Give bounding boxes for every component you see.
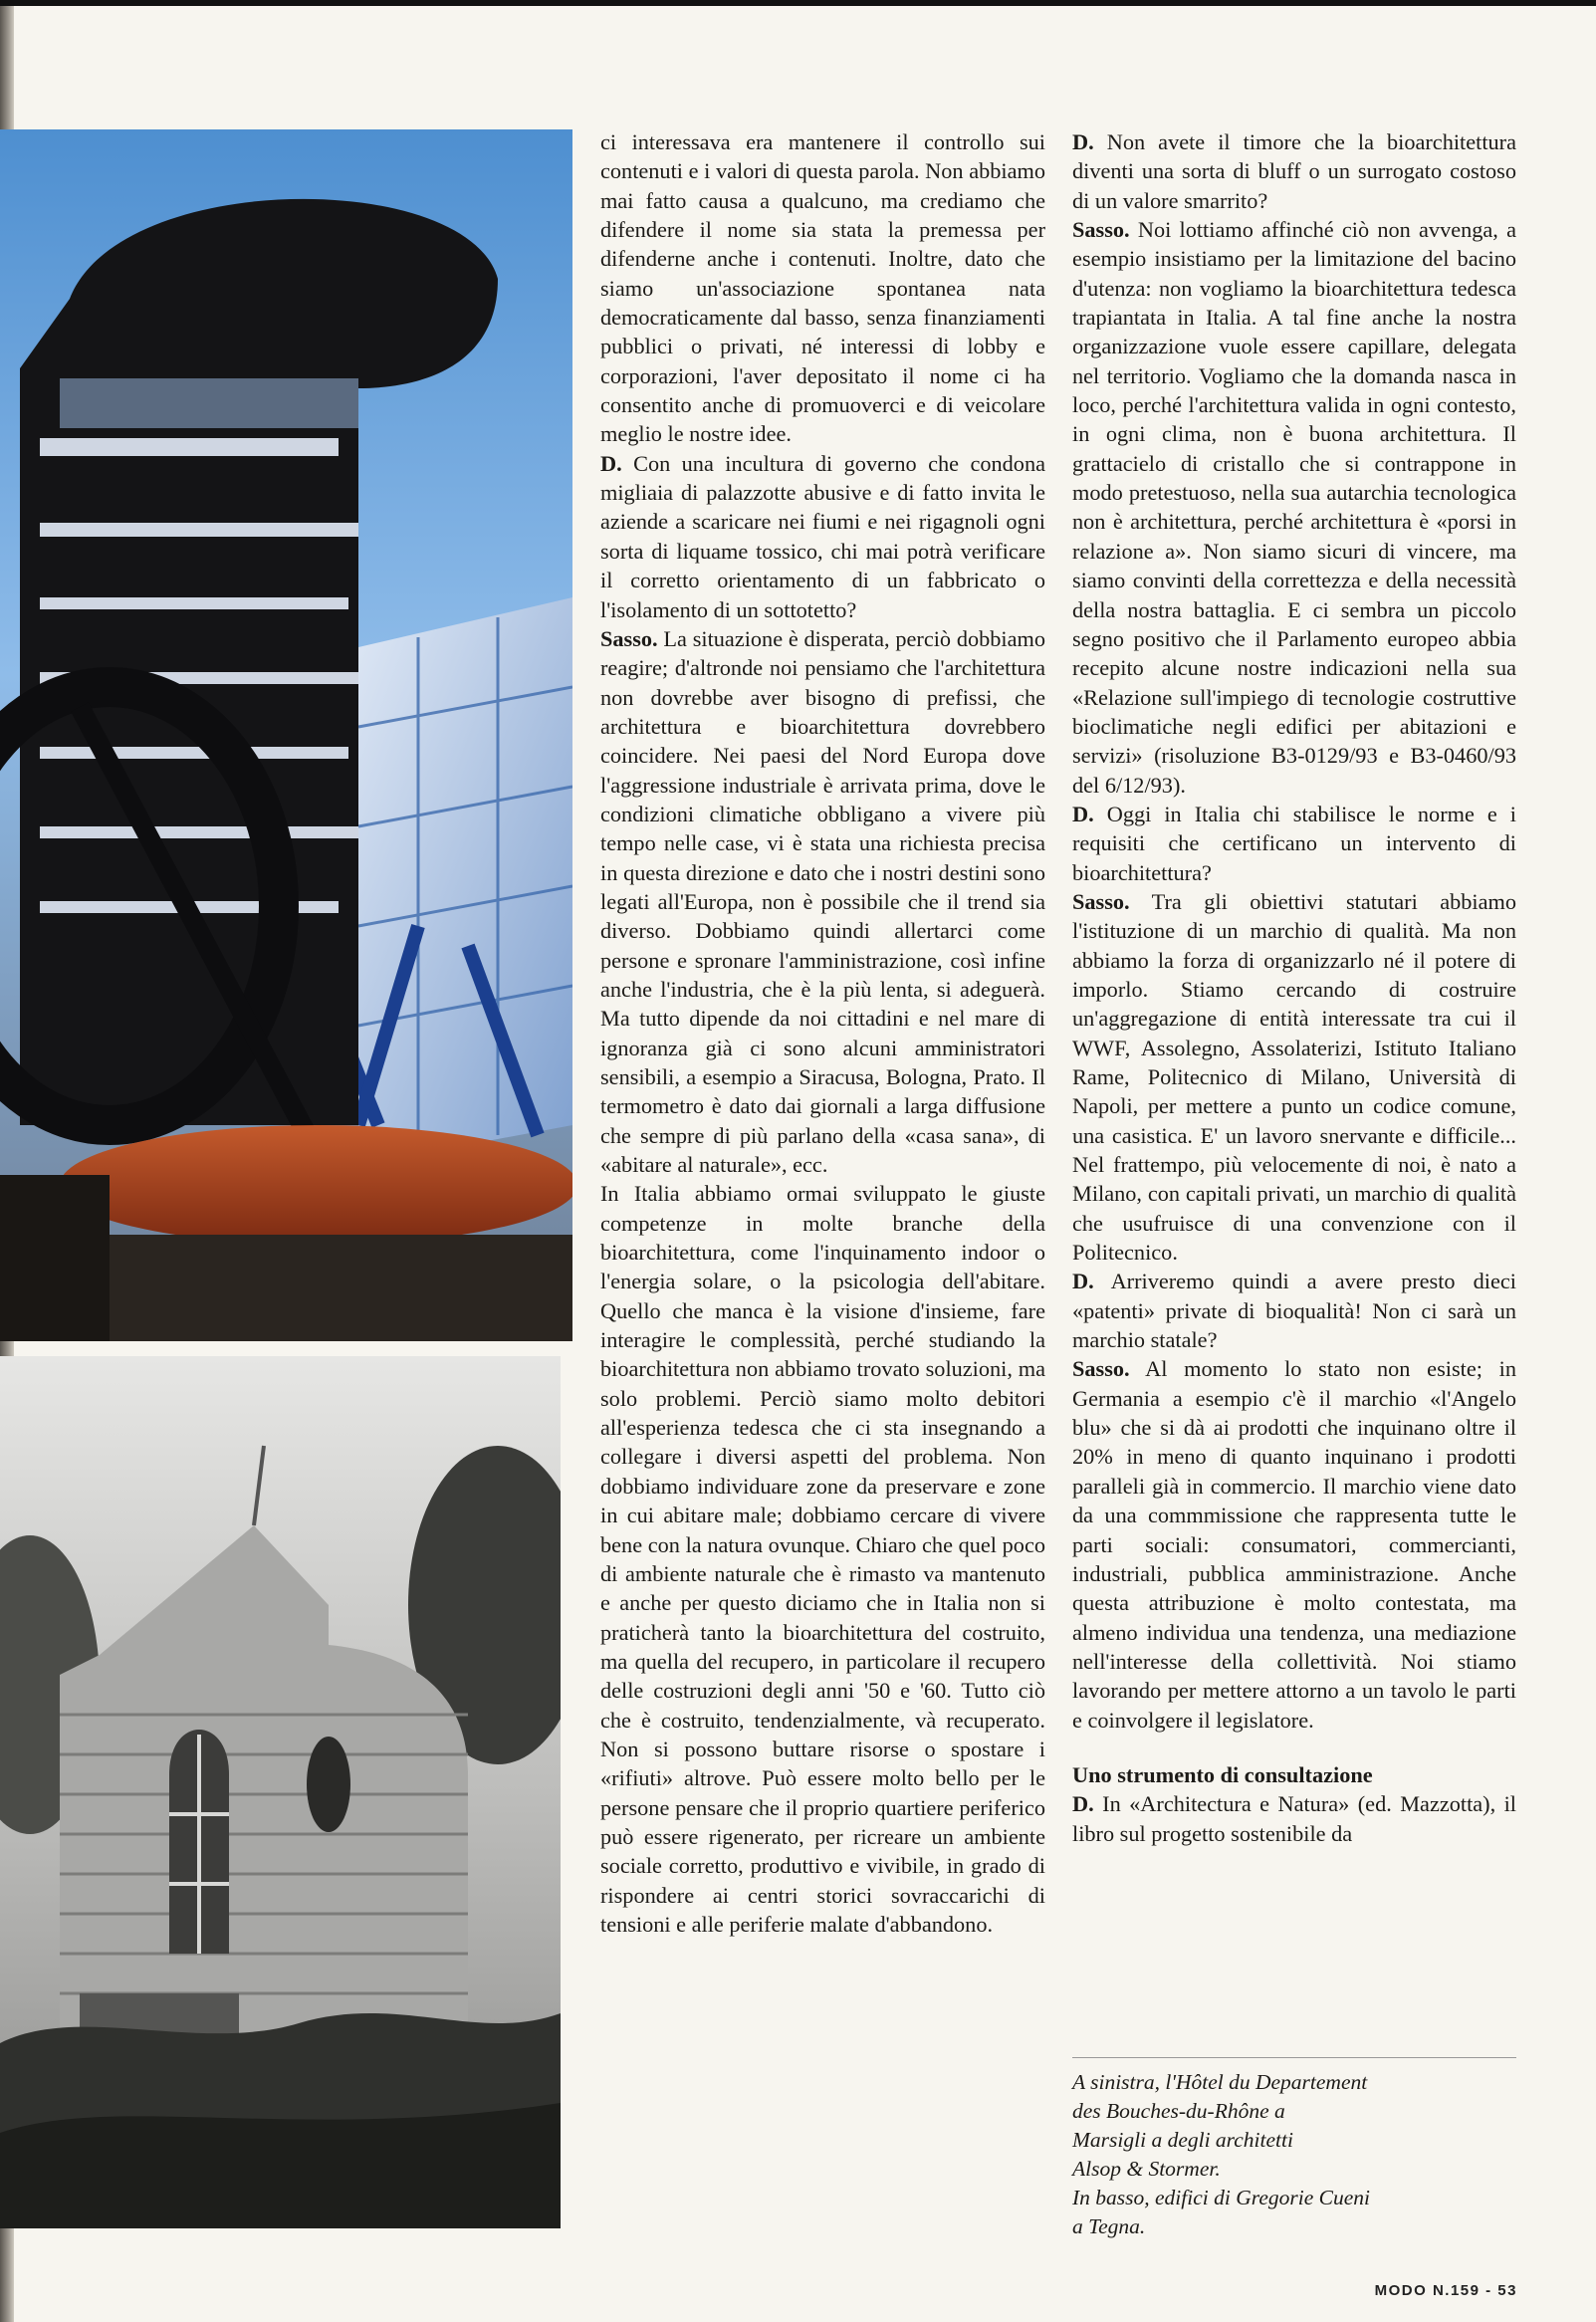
photo-cueni-building [0, 1356, 561, 2228]
caption-line: Alsop & Stormer. [1072, 2157, 1221, 2181]
caption-line: A sinistra, l'Hôtel du Departement [1072, 2070, 1368, 2094]
article-column-1 [600, 127, 1045, 1939]
caption-line: In basso, edifici di Gregorie Cueni [1072, 2186, 1370, 2209]
paragraph-question [600, 449, 1045, 624]
speaker-label: Sasso. [1072, 217, 1130, 243]
top-border [0, 0, 1596, 6]
paragraph-answer [1072, 1354, 1516, 1734]
paragraph-answer [1072, 887, 1516, 1267]
page-folio: MODO N.159 - 53 [1374, 2282, 1517, 2299]
speaker-label: Sasso. [1072, 888, 1130, 914]
paragraph-text: In «Architectura e Natura» (ed. Mazzotta), il libro sul progetto sostenibile da [1072, 1791, 1517, 1846]
paragraph-question [1072, 127, 1516, 215]
section-subheading: Uno strumento di consultazione [1072, 1761, 1373, 1787]
article-column-2 [1072, 127, 1516, 1848]
paragraph-text: Arriveremo quindi a avere presto dieci «patenti» private di bioqualità! Non ci sarà un marchio statale? [1072, 1269, 1516, 1353]
photo-caption [1072, 2057, 1516, 2241]
speaker-label: Sasso. [600, 625, 658, 651]
paragraph-text: Con una incultura di governo che condona migliaia di palazzotte abusive e di fatto invita le aziende a scaricare nei fiumi e nei rigagnoli ogni sorta di liquame tossico, chi mai potrà verificare il corretto orientamento di un fabbricato o l'isolamento di un sottotetto? [600, 450, 1045, 622]
paragraph [600, 1179, 1045, 1939]
caption-line: a Tegna. [1072, 2214, 1146, 2238]
paragraph [600, 127, 1045, 449]
speaker-label: D. [1072, 129, 1094, 154]
paragraph-question [1072, 1789, 1516, 1848]
caption-line: des Bouches-du-Rhône a [1072, 2099, 1285, 2123]
paragraph-text: Noi lottiamo affinché ciò non avvenga, a esempio insistiamo per la limitazione del bacino d'utenza: non vogliamo la bioarchitettura tedesca trapiantata in Italia. A tal fine anche la nostra organizzazione vuole essere capillare, delegata nel territorio. Vogliamo che la domanda nasca in loco, perché l'architettura valida in ogni contesto, in ogni clima, non è buona architettura. Il grattacielo di cristallo che si contrappone in modo pretestuoso, nella sua autarchia tecnologica non è architettura, perché architettura è «porsi in relazione a». Non siamo sicuri di vincere, ma siamo convinti della correttezza e della necessità della nostra battaglia. E ci sembra un piccolo segno positivo che il Parlamento europeo abbia recepito alcune nostre indicazioni nella sua «Relazione sull'impiego di tecnologie costruttive bioclimatiche negli edifici per abitazioni e servizi» (risoluzione B3-0129/93 e B3-0460/93 del 6/12/93). [1072, 217, 1516, 798]
photo-hotel-du-departement [0, 129, 572, 1341]
paragraph-answer [600, 624, 1045, 1180]
speaker-label: D. [1072, 1269, 1094, 1294]
paragraph-text: ci interessava era mantenere il controllo sui contenuti e i valori di questa parola. Non abbiamo mai fatto causa a qualcuno, ma crediamo che difendere il nome sia stata la premessa per difenderne anche i contenuti. Inoltre, dato che siamo un'associazione spontanea nata democraticamente dal basso, senza finanziamenti pubblici o privati, né interessi di lobby e corporazioni, l'aver depositato il nome ci ha consentito anche di promuoverci e di veicolare meglio le nostre idee. [600, 129, 1045, 447]
paragraph-text: Tra gli obiettivi statutari abbiamo l'istituzione di un marchio di qualità. Ma non abbiamo la forza di organizzarlo né il potere di imporlo. Stiamo cercando di costruire un'aggregazione di entità interessate tra cui il WWF, Assolegno, Assolaterizi, Istituto Italiano Rame, Politecnico di Milano, Università di Napoli, per mettere a punto un codice comune, una casistica. E' un lavoro snervante e difficile... Nel frattempo, più velocemente di noi, è nato a Milano, con capitali privati, un marchio di qualità che usufruisce di una convenzione con il Politecnico. [1072, 888, 1516, 1266]
paragraph-text: Al momento lo stato non esiste; in Germania a esempio c'è il marchio «l'Angelo blu» che si dà ai prodotti che inquinano oltre il 20% in meno di quanto inquinano i prodotti paralleli già in commercio. Il marchio viene dato da una commmissione che rappresenta tutte le parti sociali: consumatori, commercianti, industriali, pubblica amministrazione. Anche questa attribuzione è molto contestata, ma almeno individua una tendenza, una mediazione nell'interesse della collettività. Noi stiamo lavorando per mettere attorno a un tavolo le parti e coinvolgere il legislatore. [1072, 1356, 1516, 1733]
caption-line: Marsigli a degli architetti [1072, 2128, 1293, 2152]
paragraph-text: Non avete il timore che la bioarchitettura diventi una sorta di bluff o un surrogato costoso di un valore smarrito? [1072, 129, 1516, 213]
paragraph-answer [1072, 215, 1516, 800]
paragraph-question [1072, 800, 1516, 887]
paragraph-text: La situazione è disperata, perciò dobbiamo reagire; d'altronde noi pensiamo che l'architettura non dovrebbe aver bisogno di prefissi, che architettura e bioarchitettura dovrebbero coincidere. Nei paesi del Nord Europa dove l'aggressione industriale è arrivata prima, dove le condizioni climatiche obbligano a vivere più tempo nelle case, vi è stata una richiesta precisa in questa direzione e dato che i nostri destini sono legati all'Europa, non è possibile che il trend sia diverso. Dobbiamo quindi allertarci come persone e spronare l'amministrazione, così infine anche l'industria, che è la più lenta, si adeguerà. Ma tutto dipende da noi cittadini e nel mare di ignoranza già ci sono alcuni amministratori sensibili, a esempio a Siracusa, Bologna, Prato. Il termometro è dato dai giornali a larga diffusione che sempre di più parlano della «casa sana», di «abitare al naturale», ecc. [600, 625, 1046, 1178]
paragraph-text: Oggi in Italia chi stabilisce le norme e i requisiti che certificano un intervento di bioarchitettura? [1072, 801, 1516, 885]
paragraph-question [1072, 1267, 1516, 1354]
speaker-label: D. [1072, 801, 1094, 826]
paragraph-text: In Italia abbiamo ormai sviluppato le giuste competenze in molte branche della bioarchitettura, come l'inquinamento indoor o l'energia solare, o la psicologia dell'abitare. Quello che manca è la visione d'insieme, fare interagire le complessità, perché studiando la bioarchitettura non abbiamo trovato soluzioni, ma solo problemi. Perciò siamo molto debitori all'esperienza tedesca che ci sta insegnando a collegare i diversi aspetti del problema. Non dobbiamo individuare zone da preservare e zone in cui abitare male; dobbiamo cercare di vivere bene con la natura ovunque. Chiaro che quel poco di ambiente naturale che è rimasto va mantenuto e anche per questo diciamo che in Italia non si praticherà tanto la bioarchitettura del costruito, ma quella del recupero, in particolare il recupero delle costruzioni degli anni '50 e '60. Tutto ciò che è costruito, tendenzialmente, và recuperato. Non si possono buttare risorse o spostare i «rifiuti» altrove. Può essere molto bello per le persone pensare che il proprio quartiere periferico può essere rigenerato, per ricreare un ambiente sociale corretto, produttivo e vivibile, in grado di rispondere ai centri storici sovraccarichi di tensioni e alle periferie malate d'abbandono. [600, 1181, 1045, 1937]
speaker-label: Sasso. [1072, 1356, 1130, 1382]
speaker-label: D. [600, 450, 622, 476]
speaker-label: D. [1072, 1791, 1094, 1817]
